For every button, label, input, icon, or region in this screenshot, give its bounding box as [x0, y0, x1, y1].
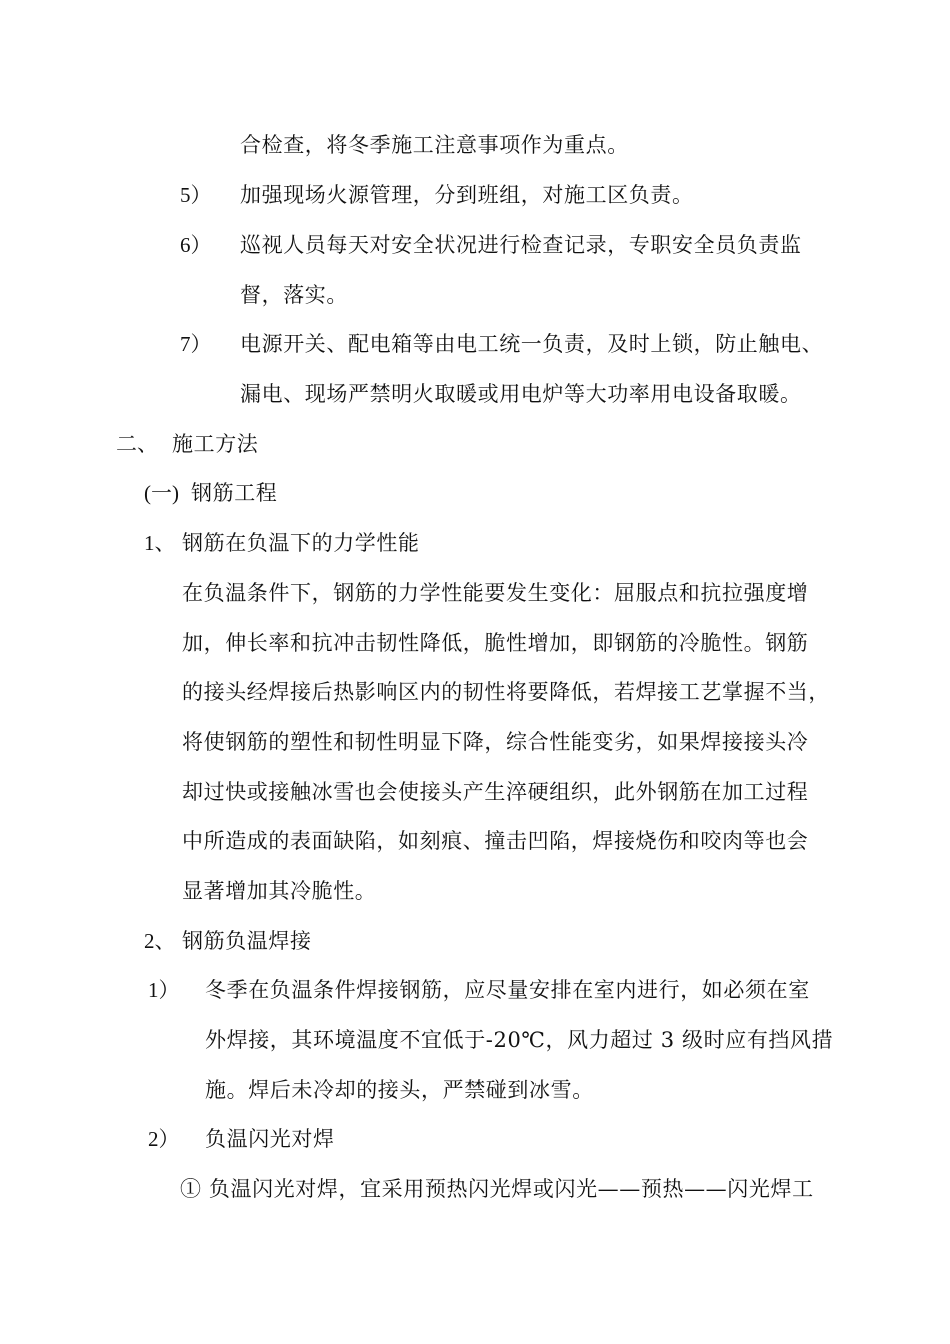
text-line: 电源开关、配电箱等由电工统一负责，及时上锁，防止触电、	[240, 332, 824, 356]
text-line: 合检查，将冬季施工注意事项作为重点。	[240, 133, 629, 157]
subsection-number: (一)	[144, 481, 179, 505]
text-line: 负温闪光对焊	[205, 1127, 335, 1151]
text-line: 冬季在负温条件焊接钢筋，应尽量安排在室内进行，如必须在室	[205, 978, 810, 1002]
paragraph-line: 加，伸长率和抗冲击韧性降低，脆性增加，即钢筋的冷脆性。钢筋	[182, 631, 809, 655]
item-heading: 钢筋负温焊接	[182, 929, 312, 953]
text-line: 督，落实。	[240, 283, 348, 307]
text-line: 外焊接，其环境温度不宜低于-20℃，风力超过 3 级时应有挡风措	[205, 1028, 834, 1052]
text-line: 漏电、现场严禁明火取暖或用电炉等大功率用电设备取暖。	[240, 382, 802, 406]
paragraph-line: 在负温条件下，钢筋的力学性能要发生变化：屈服点和抗拉强度增	[182, 581, 809, 605]
text-line: 加强现场火源管理，分到班组，对施工区负责。	[240, 183, 694, 207]
list-number: 5）	[180, 183, 212, 207]
paragraph-line: 却过快或接触冰雪也会使接头产生淬硬组织，此外钢筋在加工过程	[182, 780, 809, 804]
item-heading: 钢筋在负温下的力学性能	[182, 531, 420, 555]
list-number: 6）	[180, 233, 212, 257]
list-number: 2）	[148, 1127, 180, 1151]
section-number: 二、	[116, 432, 158, 456]
section-heading: 施工方法	[172, 432, 259, 456]
text-line: 施。焊后未冷却的接头，严禁碰到冰雪。	[205, 1078, 594, 1102]
text-line: 巡视人员每天对安全状况进行检查记录，专职安全员负责监	[240, 233, 802, 257]
list-number: 1）	[148, 978, 180, 1002]
paragraph-line: 的接头经焊接后热影响区内的韧性将要降低，若焊接工艺掌握不当，	[182, 680, 830, 704]
subsection-heading: 钢筋工程	[191, 481, 278, 505]
text-line: ① 负温闪光对焊，宜采用预热闪光焊或闪光——预热——闪光焊工	[180, 1177, 814, 1201]
item-number: 1、	[144, 531, 176, 555]
paragraph-line: 显著增加其冷脆性。	[182, 879, 377, 903]
paragraph-line: 将使钢筋的塑性和韧性明显下降，综合性能变劣，如果焊接接头冷	[182, 730, 809, 754]
list-number: 7）	[180, 332, 212, 356]
paragraph-line: 中所造成的表面缺陷，如刻痕、撞击凹陷，焊接烧伤和咬肉等也会	[182, 829, 809, 853]
item-number: 2、	[144, 929, 176, 953]
